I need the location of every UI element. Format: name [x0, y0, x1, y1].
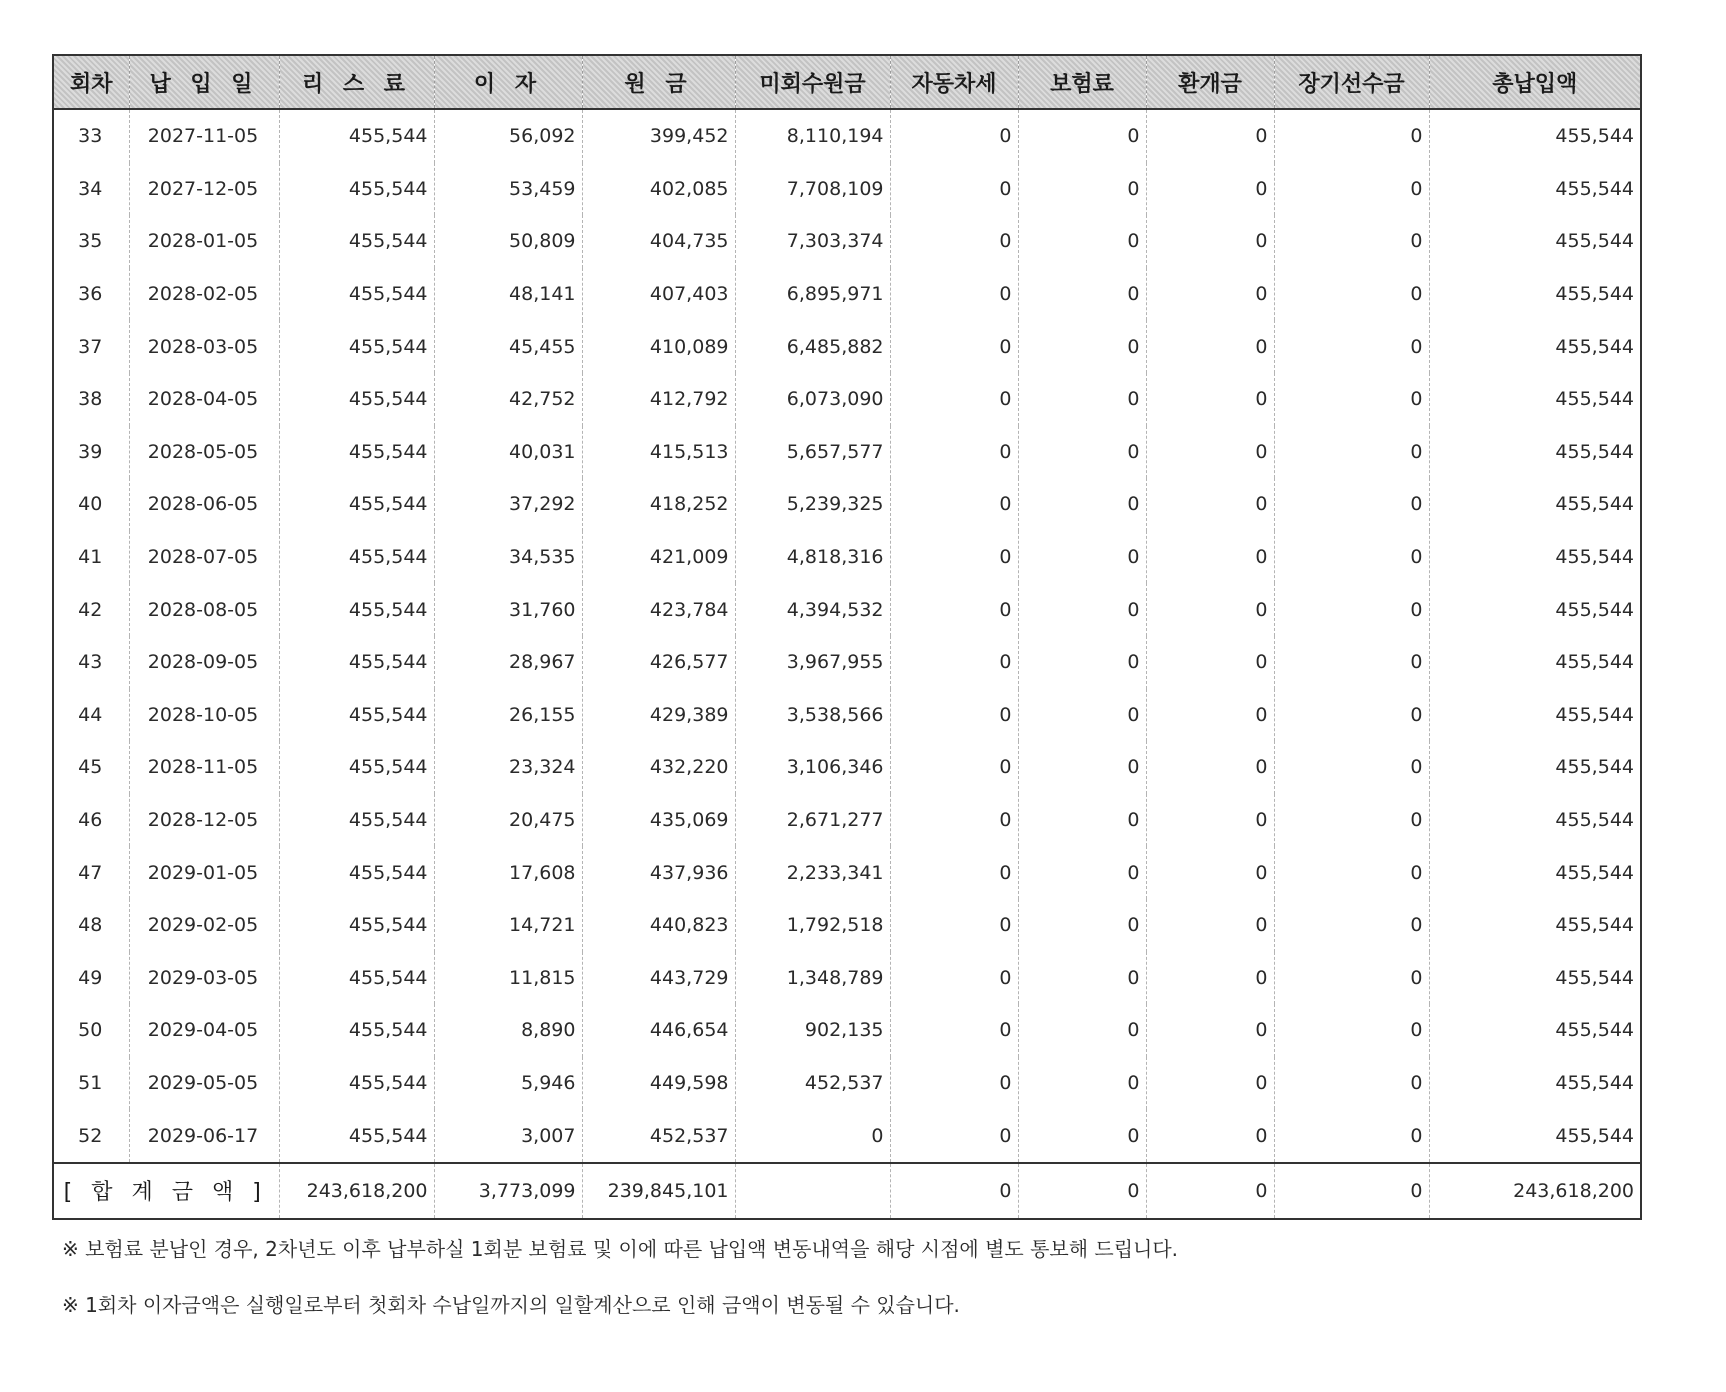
cell-installment: 38 [78, 388, 103, 411]
col-header-outstanding-principal: 미회수원금 [735, 55, 890, 109]
cell-advance-payment: 0 [1274, 163, 1429, 216]
col-header-principal: 원 금 [582, 55, 735, 109]
cell-principal: 412,792 [582, 373, 735, 426]
cell-lease-fee: 455,544 [279, 320, 434, 373]
cell-insurance: 0 [1018, 846, 1146, 899]
cell-principal: 399,452 [582, 109, 735, 163]
cell-principal: 402,085 [582, 163, 735, 216]
total-car-tax: 0 [890, 1163, 1018, 1219]
cell-outstanding-principal: 2,233,341 [735, 846, 890, 899]
cell-outstanding-principal: 7,708,109 [735, 163, 890, 216]
cell-payment-date: 2028-09-05 [129, 636, 279, 689]
cell-refund: 0 [1146, 478, 1274, 531]
cell-interest: 37,292 [434, 478, 582, 531]
cell-lease-fee: 455,544 [279, 636, 434, 689]
cell-payment-date: 2028-05-05 [129, 426, 279, 479]
cell-refund: 0 [1146, 268, 1274, 321]
col-header-total-payment: 총납입액 [1429, 55, 1641, 109]
cell-refund: 0 [1146, 320, 1274, 373]
cell-car-tax: 0 [890, 531, 1018, 584]
cell-total-payment: 455,544 [1429, 1109, 1641, 1163]
table-row [53, 899, 1641, 952]
table-row [53, 1004, 1641, 1057]
cell-car-tax: 0 [890, 268, 1018, 321]
cell-installment: 36 [78, 283, 103, 306]
cell-installment: 44 [78, 703, 103, 726]
cell-principal: 421,009 [582, 531, 735, 584]
cell-advance-payment: 0 [1274, 1109, 1429, 1163]
cell-advance-payment: 0 [1274, 583, 1429, 636]
cell-installment: 34 [78, 177, 103, 200]
cell-payment-date: 2028-08-05 [129, 583, 279, 636]
cell-car-tax: 0 [890, 794, 1018, 847]
cell-installment: 40 [78, 493, 103, 516]
note-first-interest: ※ 1회차 이자금액은 실행일로부터 첫회차 수납일까지의 일할계산으로 인해 금액이 변동될 수 있습니다. [62, 1292, 960, 1317]
cell-refund: 0 [1146, 373, 1274, 426]
cell-advance-payment: 0 [1274, 846, 1429, 899]
cell-car-tax: 0 [890, 109, 1018, 163]
cell-advance-payment: 0 [1274, 268, 1429, 321]
cell-refund: 0 [1146, 1004, 1274, 1057]
cell-total-payment: 455,544 [1429, 689, 1641, 742]
cell-lease-fee: 455,544 [279, 268, 434, 321]
table-row [53, 531, 1641, 584]
cell-insurance: 0 [1018, 531, 1146, 584]
cell-installment: 46 [78, 809, 103, 832]
cell-interest: 45,455 [434, 320, 582, 373]
cell-advance-payment: 0 [1274, 215, 1429, 268]
table-row [53, 636, 1641, 689]
cell-principal: 449,598 [582, 1057, 735, 1110]
total-insurance: 0 [1018, 1163, 1146, 1219]
cell-refund: 0 [1146, 636, 1274, 689]
cell-installment: 51 [78, 1071, 103, 1094]
cell-car-tax: 0 [890, 478, 1018, 531]
cell-principal: 423,784 [582, 583, 735, 636]
table-footer [53, 1163, 1641, 1219]
cell-outstanding-principal: 6,073,090 [735, 373, 890, 426]
cell-installment: 33 [78, 125, 103, 148]
cell-advance-payment: 0 [1274, 531, 1429, 584]
cell-payment-date: 2029-04-05 [129, 1004, 279, 1057]
table-row [53, 1109, 1641, 1163]
cell-refund: 0 [1146, 1057, 1274, 1110]
cell-car-tax: 0 [890, 636, 1018, 689]
cell-outstanding-principal: 1,348,789 [735, 952, 890, 1005]
payment-schedule-table [52, 54, 1642, 1220]
cell-total-payment: 455,544 [1429, 636, 1641, 689]
cell-principal: 437,936 [582, 846, 735, 899]
cell-refund: 0 [1146, 689, 1274, 742]
cell-interest: 56,092 [434, 109, 582, 163]
cell-principal: 404,735 [582, 215, 735, 268]
table-row [53, 846, 1641, 899]
cell-outstanding-principal: 7,303,374 [735, 215, 890, 268]
table-row [53, 1057, 1641, 1110]
cell-principal: 415,513 [582, 426, 735, 479]
total-lease-fee: 243,618,200 [279, 1163, 434, 1219]
col-header-interest: 이 자 [434, 55, 582, 109]
table-row [53, 794, 1641, 847]
cell-payment-date: 2027-11-05 [129, 109, 279, 163]
cell-payment-date: 2028-04-05 [129, 373, 279, 426]
cell-car-tax: 0 [890, 426, 1018, 479]
cell-interest: 34,535 [434, 531, 582, 584]
cell-advance-payment: 0 [1274, 899, 1429, 952]
cell-refund: 0 [1146, 163, 1274, 216]
cell-outstanding-principal: 452,537 [735, 1057, 890, 1110]
table-row [53, 268, 1641, 321]
cell-total-payment: 455,544 [1429, 583, 1641, 636]
cell-payment-date: 2029-02-05 [129, 899, 279, 952]
cell-insurance: 0 [1018, 689, 1146, 742]
cell-refund: 0 [1146, 215, 1274, 268]
cell-payment-date: 2029-06-17 [129, 1109, 279, 1163]
total-refund: 0 [1146, 1163, 1274, 1219]
cell-lease-fee: 455,544 [279, 215, 434, 268]
cell-advance-payment: 0 [1274, 952, 1429, 1005]
cell-lease-fee: 455,544 [279, 741, 434, 794]
cell-car-tax: 0 [890, 163, 1018, 216]
cell-outstanding-principal: 0 [735, 1109, 890, 1163]
cell-payment-date: 2029-01-05 [129, 846, 279, 899]
cell-interest: 20,475 [434, 794, 582, 847]
cell-lease-fee: 455,544 [279, 794, 434, 847]
cell-car-tax: 0 [890, 846, 1018, 899]
cell-installment: 42 [78, 598, 103, 621]
cell-insurance: 0 [1018, 215, 1146, 268]
cell-total-payment: 455,544 [1429, 741, 1641, 794]
cell-payment-date: 2028-02-05 [129, 268, 279, 321]
cell-lease-fee: 455,544 [279, 426, 434, 479]
table-row [53, 215, 1641, 268]
total-principal: 239,845,101 [582, 1163, 735, 1219]
cell-lease-fee: 455,544 [279, 531, 434, 584]
cell-total-payment: 455,544 [1429, 373, 1641, 426]
cell-advance-payment: 0 [1274, 689, 1429, 742]
cell-car-tax: 0 [890, 899, 1018, 952]
cell-payment-date: 2029-03-05 [129, 952, 279, 1005]
cell-installment: 49 [78, 966, 103, 989]
cell-payment-date: 2028-01-05 [129, 215, 279, 268]
cell-total-payment: 455,544 [1429, 163, 1641, 216]
col-header-insurance: 보험료 [1018, 55, 1146, 109]
cell-advance-payment: 0 [1274, 373, 1429, 426]
cell-refund: 0 [1146, 426, 1274, 479]
cell-car-tax: 0 [890, 215, 1018, 268]
cell-car-tax: 0 [890, 1057, 1018, 1110]
cell-total-payment: 455,544 [1429, 846, 1641, 899]
cell-advance-payment: 0 [1274, 109, 1429, 163]
col-header-advance-payment: 장기선수금 [1274, 55, 1429, 109]
table-row [53, 109, 1641, 163]
cell-total-payment: 455,544 [1429, 531, 1641, 584]
cell-principal: 446,654 [582, 1004, 735, 1057]
cell-payment-date: 2028-06-05 [129, 478, 279, 531]
cell-outstanding-principal: 902,135 [735, 1004, 890, 1057]
cell-insurance: 0 [1018, 1109, 1146, 1163]
cell-installment: 47 [78, 861, 103, 884]
cell-interest: 5,946 [434, 1057, 582, 1110]
cell-total-payment: 455,544 [1429, 1057, 1641, 1110]
cell-interest: 50,809 [434, 215, 582, 268]
cell-insurance: 0 [1018, 426, 1146, 479]
cell-lease-fee: 455,544 [279, 109, 434, 163]
cell-insurance: 0 [1018, 899, 1146, 952]
col-header-lease-fee: 리 스 료 [279, 55, 434, 109]
cell-lease-fee: 455,544 [279, 952, 434, 1005]
cell-outstanding-principal: 3,538,566 [735, 689, 890, 742]
cell-principal: 407,403 [582, 268, 735, 321]
cell-car-tax: 0 [890, 373, 1018, 426]
cell-insurance: 0 [1018, 794, 1146, 847]
cell-lease-fee: 455,544 [279, 846, 434, 899]
cell-interest: 8,890 [434, 1004, 582, 1057]
cell-payment-date: 2028-10-05 [129, 689, 279, 742]
cell-insurance: 0 [1018, 268, 1146, 321]
notes-section [52, 1234, 1640, 1320]
header-row [53, 55, 1641, 109]
total-row [53, 1163, 1641, 1219]
table-row [53, 478, 1641, 531]
cell-interest: 40,031 [434, 426, 582, 479]
cell-advance-payment: 0 [1274, 636, 1429, 689]
cell-insurance: 0 [1018, 109, 1146, 163]
cell-total-payment: 455,544 [1429, 426, 1641, 479]
note-insurance-installment: ※ 보험료 분납인 경우, 2차년도 이후 납부하실 1회분 보험료 및 이에 따른 납입액 변동내역을 해당 시점에 별도 통보해 드립니다. [62, 1236, 1179, 1261]
cell-interest: 3,007 [434, 1109, 582, 1163]
cell-principal: 435,069 [582, 794, 735, 847]
cell-outstanding-principal: 4,818,316 [735, 531, 890, 584]
cell-insurance: 0 [1018, 1057, 1146, 1110]
cell-installment: 48 [78, 914, 103, 937]
cell-advance-payment: 0 [1274, 794, 1429, 847]
cell-refund: 0 [1146, 952, 1274, 1005]
table-row [53, 741, 1641, 794]
cell-lease-fee: 455,544 [279, 163, 434, 216]
cell-car-tax: 0 [890, 741, 1018, 794]
lease-schedule-document [52, 54, 1640, 1346]
cell-total-payment: 455,544 [1429, 320, 1641, 373]
cell-refund: 0 [1146, 1109, 1274, 1163]
cell-car-tax: 0 [890, 583, 1018, 636]
cell-insurance: 0 [1018, 636, 1146, 689]
cell-outstanding-principal: 8,110,194 [735, 109, 890, 163]
total-interest: 3,773,099 [434, 1163, 582, 1219]
col-header-installment: 회차 [53, 55, 129, 109]
total-advance-payment: 0 [1274, 1163, 1429, 1219]
cell-interest: 42,752 [434, 373, 582, 426]
table-row [53, 583, 1641, 636]
cell-refund: 0 [1146, 846, 1274, 899]
cell-installment: 41 [78, 546, 103, 569]
table-row [53, 373, 1641, 426]
cell-installment: 50 [78, 1019, 103, 1042]
cell-refund: 0 [1146, 741, 1274, 794]
cell-insurance: 0 [1018, 583, 1146, 636]
col-header-payment-date: 납 입 일 [129, 55, 279, 109]
cell-outstanding-principal: 6,485,882 [735, 320, 890, 373]
cell-interest: 53,459 [434, 163, 582, 216]
cell-advance-payment: 0 [1274, 320, 1429, 373]
cell-total-payment: 455,544 [1429, 268, 1641, 321]
cell-refund: 0 [1146, 794, 1274, 847]
cell-principal: 410,089 [582, 320, 735, 373]
cell-advance-payment: 0 [1274, 426, 1429, 479]
cell-interest: 23,324 [434, 741, 582, 794]
cell-total-payment: 455,544 [1429, 899, 1641, 952]
cell-interest: 17,608 [434, 846, 582, 899]
cell-car-tax: 0 [890, 1109, 1018, 1163]
col-header-refund: 환개금 [1146, 55, 1274, 109]
cell-car-tax: 0 [890, 320, 1018, 373]
col-header-car-tax: 자동차세 [890, 55, 1018, 109]
cell-refund: 0 [1146, 109, 1274, 163]
cell-insurance: 0 [1018, 1004, 1146, 1057]
table-row [53, 320, 1641, 373]
cell-advance-payment: 0 [1274, 478, 1429, 531]
cell-total-payment: 455,544 [1429, 952, 1641, 1005]
cell-lease-fee: 455,544 [279, 583, 434, 636]
cell-interest: 48,141 [434, 268, 582, 321]
cell-refund: 0 [1146, 583, 1274, 636]
cell-lease-fee: 455,544 [279, 1057, 434, 1110]
cell-interest: 28,967 [434, 636, 582, 689]
cell-outstanding-principal: 5,239,325 [735, 478, 890, 531]
cell-insurance: 0 [1018, 478, 1146, 531]
cell-car-tax: 0 [890, 1004, 1018, 1057]
cell-total-payment: 455,544 [1429, 1004, 1641, 1057]
cell-installment: 39 [78, 440, 103, 463]
table-row [53, 689, 1641, 742]
cell-lease-fee: 455,544 [279, 1004, 434, 1057]
cell-outstanding-principal: 2,671,277 [735, 794, 890, 847]
cell-payment-date: 2028-11-05 [129, 741, 279, 794]
cell-lease-fee: 455,544 [279, 1109, 434, 1163]
cell-car-tax: 0 [890, 689, 1018, 742]
table-row [53, 952, 1641, 1005]
cell-total-payment: 455,544 [1429, 794, 1641, 847]
cell-outstanding-principal: 1,792,518 [735, 899, 890, 952]
cell-installment: 45 [78, 756, 103, 779]
cell-outstanding-principal: 3,967,955 [735, 636, 890, 689]
cell-lease-fee: 455,544 [279, 899, 434, 952]
table-body [53, 109, 1641, 1163]
table-row [53, 426, 1641, 479]
cell-principal: 426,577 [582, 636, 735, 689]
cell-total-payment: 455,544 [1429, 215, 1641, 268]
cell-interest: 26,155 [434, 689, 582, 742]
cell-car-tax: 0 [890, 952, 1018, 1005]
cell-total-payment: 455,544 [1429, 478, 1641, 531]
total-outstanding [735, 1163, 890, 1219]
cell-installment: 43 [78, 651, 103, 674]
cell-principal: 418,252 [582, 478, 735, 531]
cell-advance-payment: 0 [1274, 741, 1429, 794]
cell-outstanding-principal: 4,394,532 [735, 583, 890, 636]
cell-installment: 52 [78, 1124, 103, 1147]
cell-advance-payment: 0 [1274, 1057, 1429, 1110]
cell-refund: 0 [1146, 899, 1274, 952]
cell-payment-date: 2028-03-05 [129, 320, 279, 373]
cell-payment-date: 2027-12-05 [129, 163, 279, 216]
cell-principal: 452,537 [582, 1109, 735, 1163]
total-grand-total: 243,618,200 [1429, 1163, 1641, 1219]
cell-insurance: 0 [1018, 952, 1146, 1005]
cell-principal: 443,729 [582, 952, 735, 1005]
cell-installment: 37 [78, 335, 103, 358]
cell-lease-fee: 455,544 [279, 373, 434, 426]
cell-insurance: 0 [1018, 373, 1146, 426]
cell-total-payment: 455,544 [1429, 109, 1641, 163]
total-label: [ 합 계 금 액 ] [53, 1163, 279, 1219]
cell-payment-date: 2028-12-05 [129, 794, 279, 847]
cell-advance-payment: 0 [1274, 1004, 1429, 1057]
cell-outstanding-principal: 3,106,346 [735, 741, 890, 794]
cell-payment-date: 2028-07-05 [129, 531, 279, 584]
cell-outstanding-principal: 5,657,577 [735, 426, 890, 479]
cell-interest: 31,760 [434, 583, 582, 636]
cell-lease-fee: 455,544 [279, 478, 434, 531]
cell-principal: 440,823 [582, 899, 735, 952]
cell-payment-date: 2029-05-05 [129, 1057, 279, 1110]
table-header [53, 55, 1641, 109]
cell-installment: 35 [78, 230, 103, 253]
cell-lease-fee: 455,544 [279, 689, 434, 742]
cell-insurance: 0 [1018, 163, 1146, 216]
cell-refund: 0 [1146, 531, 1274, 584]
cell-interest: 14,721 [434, 899, 582, 952]
cell-principal: 432,220 [582, 741, 735, 794]
table-row [53, 163, 1641, 216]
cell-principal: 429,389 [582, 689, 735, 742]
cell-interest: 11,815 [434, 952, 582, 1005]
cell-outstanding-principal: 6,895,971 [735, 268, 890, 321]
cell-insurance: 0 [1018, 741, 1146, 794]
cell-insurance: 0 [1018, 320, 1146, 373]
